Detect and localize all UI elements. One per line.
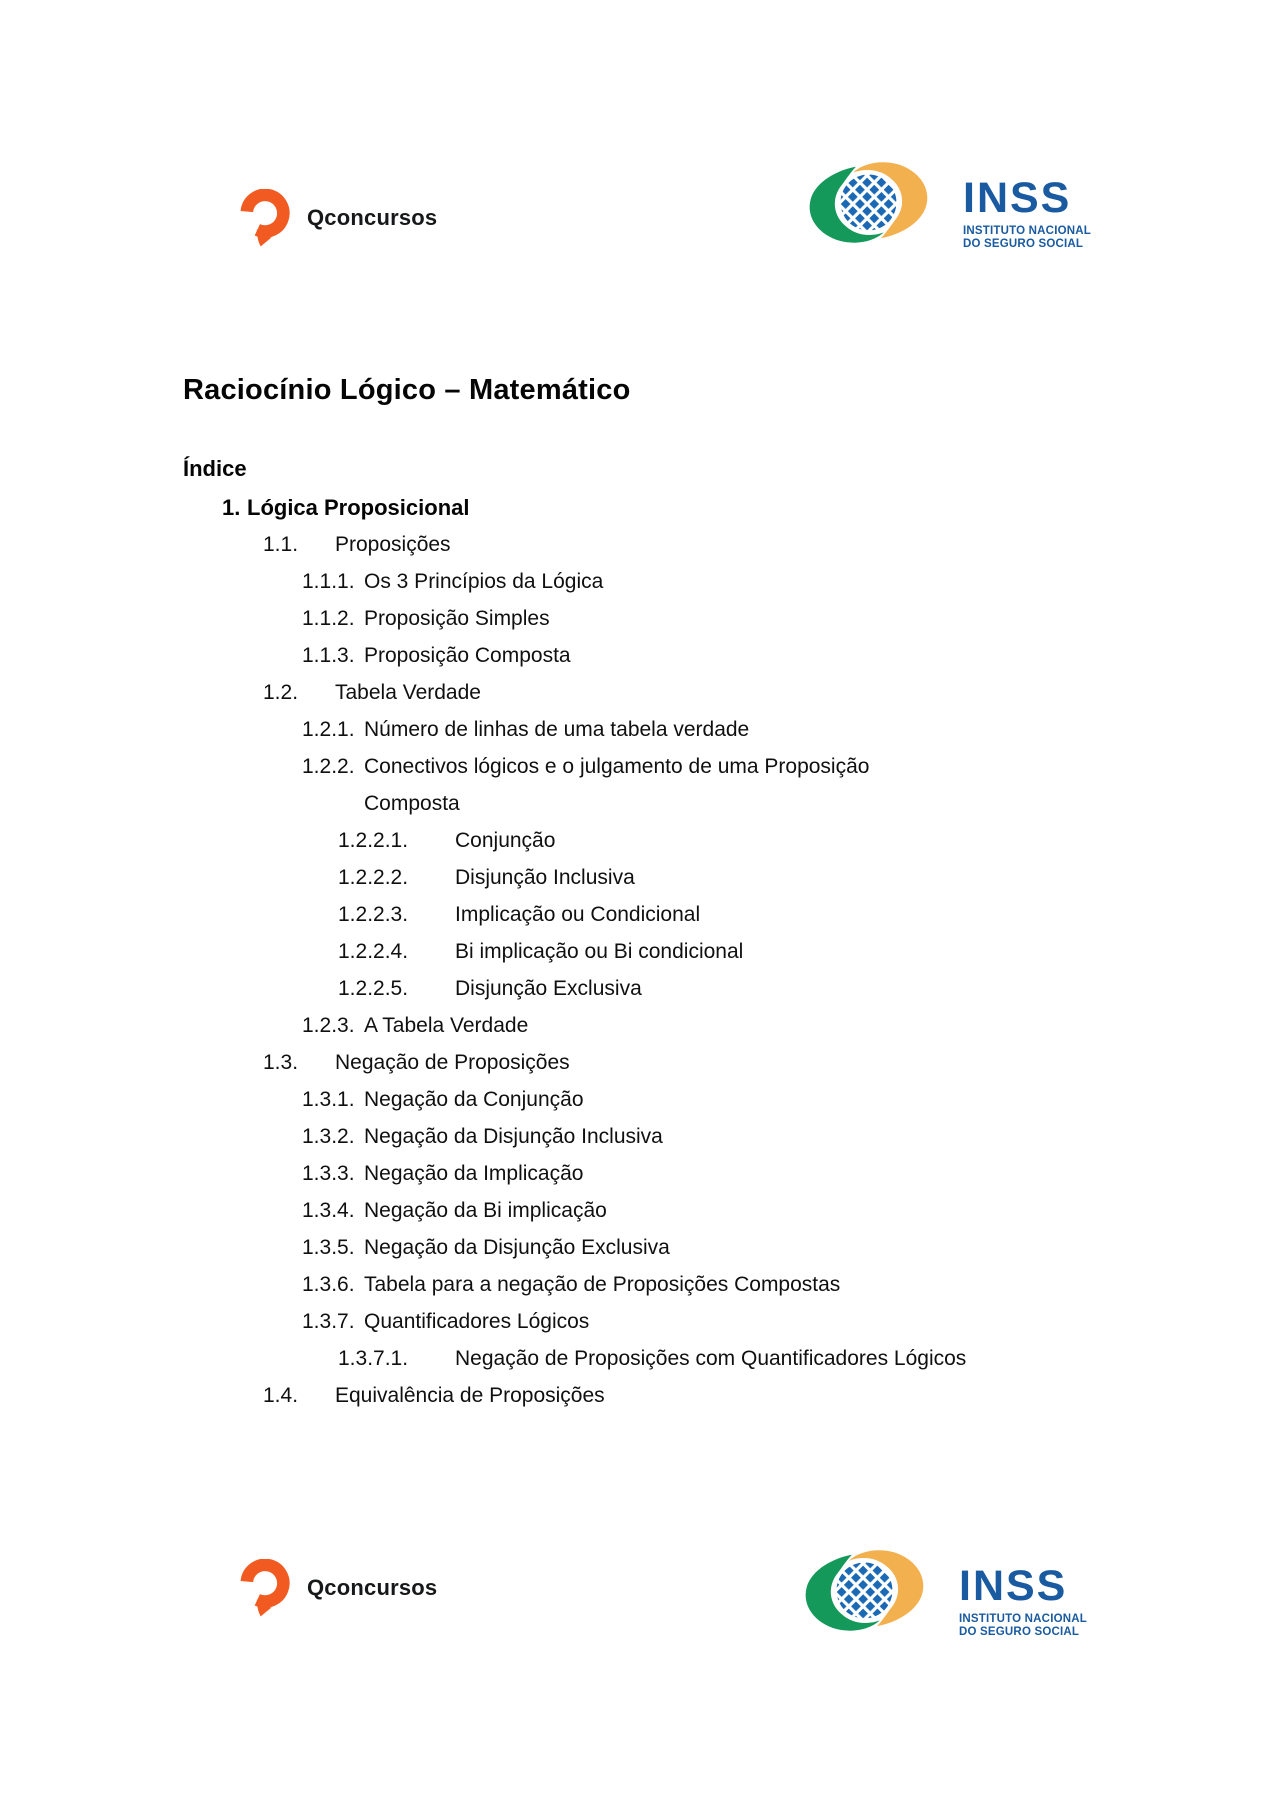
toc-entry-label: Proposição Composta bbox=[364, 644, 571, 667]
toc-entry-label: Negação da Implicação bbox=[364, 1162, 584, 1185]
toc-entry bbox=[183, 600, 1143, 637]
toc-entry bbox=[183, 674, 1143, 711]
index-heading: Índice bbox=[183, 456, 247, 481]
toc-entry-label: Equivalência de Proposições bbox=[335, 1384, 605, 1407]
toc-entry-number: 1.3.4. bbox=[302, 1199, 355, 1222]
document-content bbox=[183, 372, 1143, 1414]
qconcursos-wordmark: Qconcursos bbox=[307, 1575, 438, 1600]
toc-entry-number: 1.3.7. bbox=[302, 1310, 355, 1333]
toc-entry bbox=[183, 1229, 1143, 1266]
toc-entry bbox=[183, 1118, 1143, 1155]
page-title: Raciocínio Lógico – Matemático bbox=[183, 374, 631, 406]
toc-entry-number: 1.2.2.2. bbox=[338, 866, 409, 889]
toc-entry bbox=[183, 1340, 1143, 1377]
toc-entry-number: 1.2.2.4. bbox=[338, 940, 409, 963]
toc-entry-number: 1.1.2. bbox=[302, 607, 355, 630]
inss-tagline-line2: DO SEGURO SOCIAL bbox=[963, 238, 1084, 250]
toc-entry-number: 1.2.2.3. bbox=[338, 903, 409, 926]
toc-entry bbox=[183, 1266, 1143, 1303]
toc-entry-number: 1.4. bbox=[263, 1384, 299, 1407]
toc-entry-label: Os 3 Princípios da Lógica bbox=[364, 570, 604, 593]
toc-entry-label: Bi implicação ou Bi condicional bbox=[455, 940, 744, 963]
toc-entry bbox=[183, 748, 1143, 822]
inss-acronym: INSS bbox=[963, 174, 1072, 222]
toc-entry-label: Negação de Proposições bbox=[335, 1051, 570, 1074]
toc-entry-number: 1.1.3. bbox=[302, 644, 355, 667]
toc-entry bbox=[183, 489, 1143, 526]
toc-entry-label: Negação da Bi implicação bbox=[364, 1199, 607, 1222]
toc-list bbox=[183, 489, 1143, 1414]
qconcursos-logo-top bbox=[240, 189, 437, 247]
toc-entry bbox=[183, 526, 1143, 563]
toc-entry-number: 1.2. bbox=[263, 681, 299, 704]
toc-entry bbox=[183, 1155, 1143, 1192]
toc-entry-number: 1.3. bbox=[263, 1051, 299, 1074]
qconcursos-wordmark: Qconcursos bbox=[307, 205, 438, 230]
toc-entry-label: Conectivos lógicos e o julgamento de uma Proposição Composta bbox=[364, 755, 870, 815]
qconcursos-icon bbox=[240, 1559, 292, 1617]
qconcursos-logo-bottom bbox=[240, 1559, 437, 1617]
toc-entry-number: 1.2.2. bbox=[302, 755, 355, 778]
toc-entry-label: Implicação ou Condicional bbox=[455, 903, 701, 926]
inss-wordmark-block bbox=[963, 174, 1091, 251]
inss-tagline-line1: INSTITUTO NACIONAL bbox=[963, 225, 1091, 237]
toc-entry-number: 1.2.3. bbox=[302, 1014, 355, 1037]
toc-entry bbox=[183, 637, 1143, 674]
toc-entry bbox=[183, 896, 1143, 933]
toc-entry-number: 1.3.3. bbox=[302, 1162, 355, 1185]
toc-entry-number: 1.3.6. bbox=[302, 1273, 355, 1296]
toc-entry bbox=[183, 970, 1143, 1007]
toc-entry-label: Tabela para a negação de Proposições Compostas bbox=[364, 1273, 841, 1296]
toc-entry-label: Proposição Simples bbox=[364, 607, 550, 630]
inss-wordmark-block bbox=[959, 1562, 1087, 1639]
toc-entry bbox=[183, 1081, 1143, 1118]
toc-entry-label: Disjunção Exclusiva bbox=[455, 977, 642, 1000]
toc-entry-label: A Tabela Verdade bbox=[364, 1014, 529, 1037]
toc-entry-number: 1.2.2.1. bbox=[338, 829, 409, 852]
toc-entry-number: 1.3.5. bbox=[302, 1236, 355, 1259]
toc-entry-label: Negação de Proposições com Quantificadores Lógicos bbox=[455, 1347, 967, 1370]
toc-entry bbox=[183, 1377, 1143, 1414]
toc-entry-number: 1.3.2. bbox=[302, 1125, 355, 1148]
toc-entry-number: 1.3.1. bbox=[302, 1088, 355, 1111]
toc-entry-label: Negação da Disjunção Exclusiva bbox=[364, 1236, 670, 1259]
toc-entry-number: 1.1.1. bbox=[302, 570, 355, 593]
toc-entry bbox=[183, 859, 1143, 896]
toc-entry bbox=[183, 822, 1143, 859]
inss-acronym: INSS bbox=[959, 1562, 1068, 1610]
toc-entry-label: Disjunção Inclusiva bbox=[455, 866, 635, 889]
toc-entry-number: 1.3.7.1. bbox=[338, 1347, 409, 1370]
toc-entry bbox=[183, 933, 1143, 970]
toc-entry-label: Conjunção bbox=[455, 829, 556, 852]
inss-emblem-icon bbox=[796, 1543, 931, 1636]
toc-entry-label: Negação da Disjunção Inclusiva bbox=[364, 1125, 663, 1148]
inss-logo-top bbox=[800, 155, 1091, 251]
toc-entry-label: Tabela Verdade bbox=[335, 681, 481, 704]
toc-entry-number: 1.2.1. bbox=[302, 718, 355, 741]
toc-entry bbox=[183, 1303, 1143, 1340]
toc-entry-label: Quantificadores Lógicos bbox=[364, 1310, 590, 1333]
toc-entry bbox=[183, 1044, 1143, 1081]
toc-entry-number: 1. bbox=[222, 495, 241, 520]
toc-entry-number: 1.1. bbox=[263, 533, 299, 556]
toc-entry-label: Proposições bbox=[335, 533, 451, 556]
toc-entry bbox=[183, 1007, 1143, 1044]
toc-entry-label: Número de linhas de uma tabela verdade bbox=[364, 718, 750, 741]
toc-entry-label: Negação da Conjunção bbox=[364, 1088, 584, 1111]
toc-entry bbox=[183, 563, 1143, 600]
inss-tagline-line2: DO SEGURO SOCIAL bbox=[959, 1626, 1080, 1638]
toc-entry-number: 1.2.2.5. bbox=[338, 977, 409, 1000]
inss-emblem-icon bbox=[800, 155, 935, 248]
inss-tagline-line1: INSTITUTO NACIONAL bbox=[959, 1613, 1087, 1625]
toc-entry-label: Lógica Proposicional bbox=[247, 495, 470, 520]
toc-entry bbox=[183, 711, 1143, 748]
inss-logo-bottom bbox=[796, 1543, 1087, 1639]
qconcursos-icon bbox=[240, 189, 292, 247]
toc-entry bbox=[183, 1192, 1143, 1229]
